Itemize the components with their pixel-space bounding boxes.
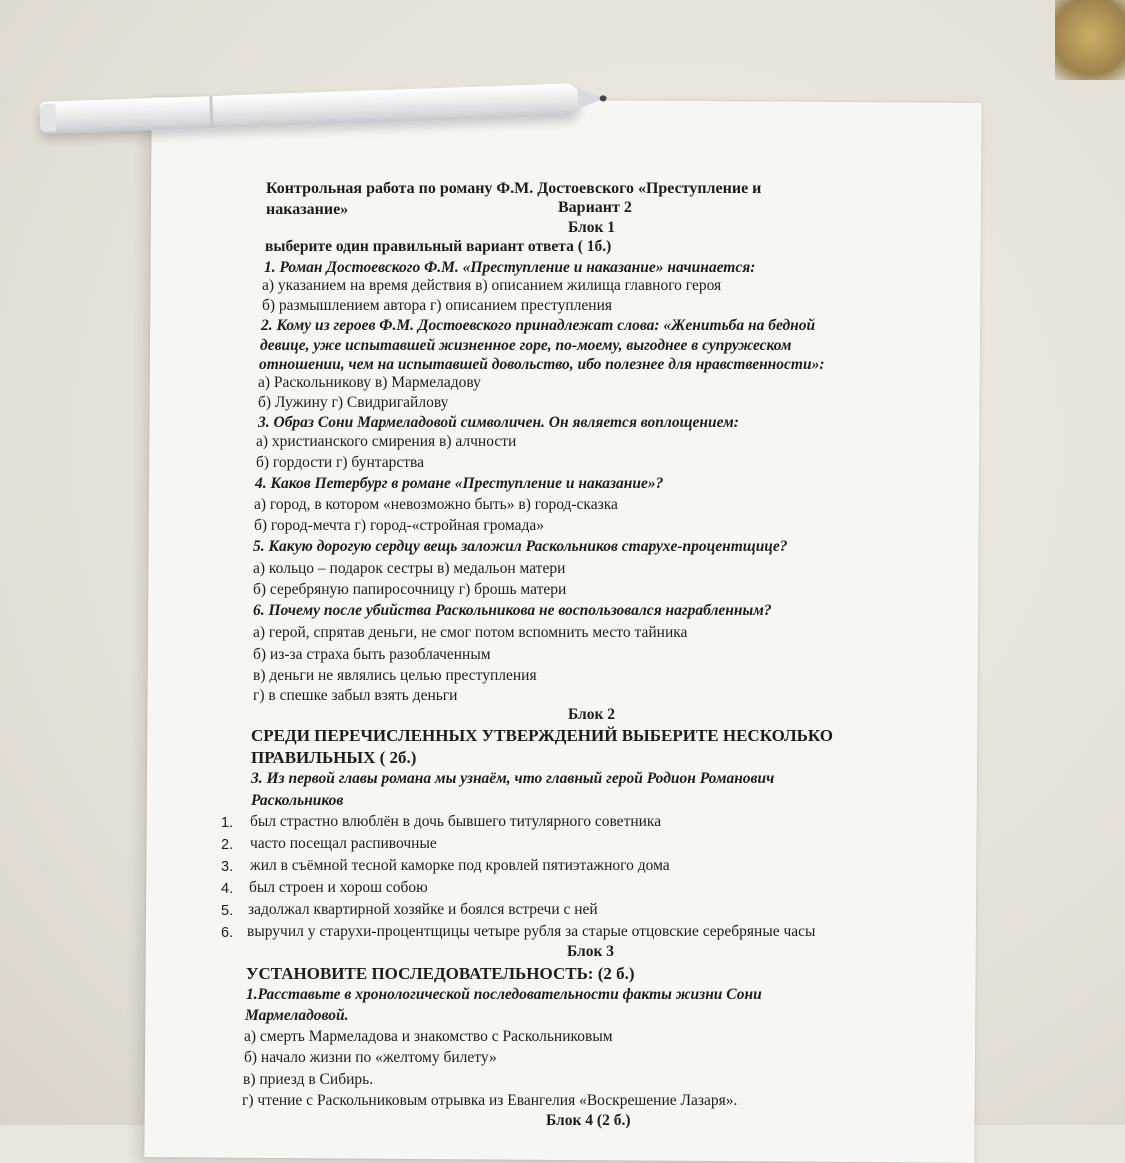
block3-instruction: УСТАНОВИТЕ ПОСЛЕДОВАТЕЛЬНОСТЬ: (2 б.)	[246, 964, 635, 983]
block3-question-1: 1.Расставьте в хронологической последовательности факты жизни Сони	[246, 986, 762, 1003]
block3-answer-4: г) чтение с Раскольниковым отрывка из Евангелия «Воскрешение Лазаря».	[242, 1092, 738, 1109]
q3-text: 3. Образ Сони Мармеладовой символичен. Он является воплощением:	[258, 414, 739, 431]
block3-heading: Блок 3	[567, 943, 615, 960]
block2-instruction-1: СРЕДИ ПЕРЕЧИСЛЕННЫХ УТВЕРЖДЕНИЙ ВЫБЕРИТЕ НЕСКОЛЬКО	[251, 726, 834, 745]
q4-answer-2: б) город-мечта г) город-«стройная громада»	[254, 517, 545, 534]
variant-label: Вариант 2	[558, 199, 632, 216]
q3-answer-2: б) гордости г) бунтарства	[256, 454, 425, 471]
block2-item: часто посещал распивочные	[250, 835, 437, 852]
q2-answer-1: а) Раскольникову в) Мармеладову	[258, 374, 481, 391]
q1-answer-1: а) указанием на время действия в) описанием жилища главного героя	[262, 277, 722, 294]
block2-item: задолжал квартирной хозяйке и боялся встречи с ней	[248, 901, 598, 918]
q5-text: 5. Какую дорогую сердцу вещь заложил Раскольников старухе-процентщице?	[253, 538, 788, 555]
block1-heading: Блок 1	[568, 219, 616, 236]
q6-answer-2: б) из-за страха быть разоблаченным	[253, 646, 491, 663]
q2-text-3: отношении, чем на испытавшей довольство, ибо полезнее для нравственности»:	[259, 356, 825, 373]
block2-item-number: 5.	[221, 903, 234, 919]
block2-item-number: 3.	[221, 859, 234, 875]
q2-text-1: 2. Кому из героев Ф.М. Достоевского принадлежат слова: «Женитьба на бедной	[261, 317, 816, 334]
block4-heading: Блок 4 (2 б.)	[546, 1112, 631, 1129]
block2-item: выручил у старухи-процентщицы четыре рубля за старые отцовские серебряные часы	[247, 923, 816, 940]
block2-item-number: 1.	[221, 815, 234, 831]
block2-heading: Блок 2	[568, 706, 616, 723]
block2-item-number: 6.	[221, 925, 234, 941]
q6-answer-4: г) в спешке забыл взять деньги	[253, 687, 458, 704]
q5-answer-1: а) кольцо – подарок сестры в) медальон матери	[253, 560, 566, 577]
block3-answer-1: а) смерть Мармеладова и знакомство с Раскольниковым	[244, 1028, 613, 1045]
block1-instruction: выберите один правильный вариант ответа ( 1б.)	[265, 238, 612, 255]
block2-item-number: 2.	[221, 837, 234, 853]
q6-answer-3: в) деньги не являлись целью преступления	[253, 667, 537, 684]
block3-answer-2: б) начало жизни по «желтому билету»	[244, 1049, 497, 1066]
q3-answer-1: а) христианского смирения в) алчности	[256, 433, 517, 450]
q5-answer-2: б) серебряную папиросочницу г) брошь матери	[253, 581, 567, 598]
block2-item: был строен и хорош собою	[249, 879, 428, 896]
block2-question-2: Раскольников	[251, 792, 344, 809]
block2-question-1: 3. Из первой главы романа мы узнаём, что главный герой Родион Романович	[251, 770, 775, 787]
block2-instruction-2: ПРАВИЛЬНЫХ ( 2б.)	[251, 748, 417, 767]
block2-item-number: 4.	[221, 881, 234, 897]
q6-answer-1: а) герой, спрятав деньги, не смог потом вспомнить место тайника	[253, 624, 688, 641]
block2-item: жил в съёмной тесной каморке под кровлей пятиэтажного дома	[250, 857, 670, 874]
q4-answer-1: а) город, в котором «невозможно быть» в) город-сказка	[254, 496, 618, 513]
block2-item: был страстно влюблён в дочь бывшего титулярного советника	[250, 813, 662, 830]
q1-answer-2: б) размышлением автора г) описанием преступления	[262, 297, 612, 314]
title-line-2: наказание»	[266, 201, 349, 218]
q2-text-2: девице, уже испытавшей жизненное горе, по-моему, выгоднее в супружеском	[260, 337, 792, 354]
block3-question-2: Мармеладовой.	[245, 1007, 349, 1024]
block3-answer-3: в) приезд в Сибирь.	[243, 1071, 374, 1088]
q6-text: 6. Почему после убийства Раскольникова не воспользовался награбленным?	[253, 602, 772, 619]
q2-answer-2: б) Лужину г) Свидригайлову	[258, 394, 449, 411]
q1-text: 1. Роман Достоевского Ф.М. «Преступление и наказание» начинается:	[264, 259, 756, 276]
q4-text: 4. Каков Петербург в романе «Преступление и наказание»?	[255, 475, 664, 492]
title-line-1: Контрольная работа по роману Ф.М. Достоевского «Преступление и	[266, 180, 762, 197]
